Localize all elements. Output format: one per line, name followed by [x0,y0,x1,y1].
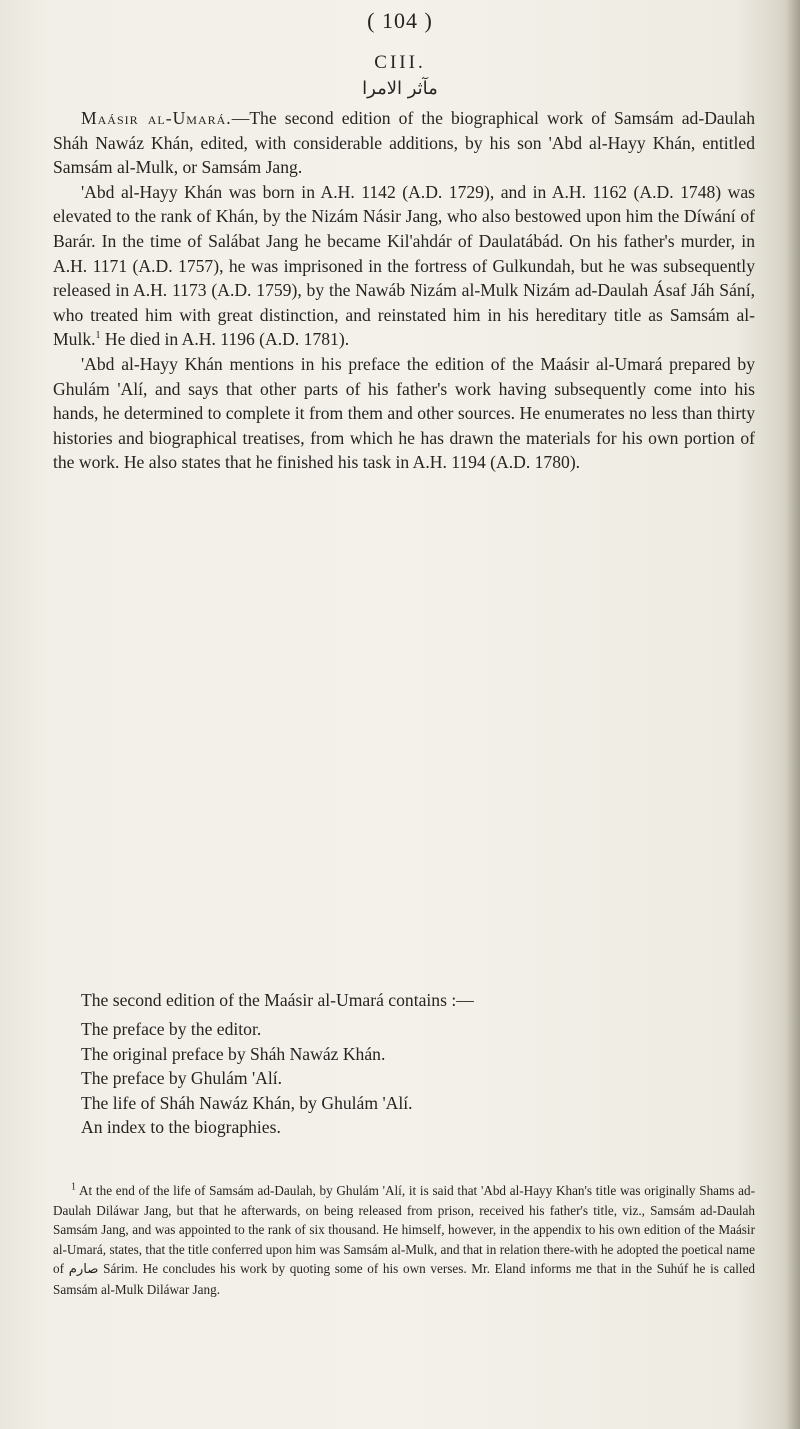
list-item: The original preface by Sháh Nawáz Khán. [81,1043,386,1064]
contents-intro [53,988,755,1013]
list-item: The preface by Ghulám 'Alí. [81,1068,283,1089]
list-item: The life of Sháh Nawáz Khán, by Ghulám 'Alí. [81,1092,413,1113]
footnote-text: At the end of the life of Samsám ad-Daulah, by Ghulám 'Alí, it is said that 'Abd al-Hayy Khan's title was originally Shams ad-Daulah Diláwar Jang, but that he afterwards, on being released from prison, received his father's title, viz., Samsám ad-Daulah Samsám Jang, and was appointed to the rank of six thousand. He himself, however, in the appendix to his own edition of the Maásir al-Umará, states, that the title conferred upon him was Samsám al-Mulk, and that in relation there-with he adopted the poetical name of [53,1183,755,1277]
footnote-arabic-word: صارم [68,1262,99,1278]
entry-title: Maásir al-Umará. [81,108,232,128]
section-number: CIII. [374,52,426,73]
contents-list [81,1017,741,1140]
page-edge-shadow [786,0,800,1429]
footnote-text-tail: Sárim. He concludes his work by quoting some of his own verses. Mr. Eland informs me that in the Suhúf he is called Samsám al-Mulk Diláwar Jang. [53,1261,756,1297]
main-text [53,106,755,475]
page-number: ( 104 ) [367,8,433,33]
footnote-reference[interactable]: 1 [95,330,101,342]
list-item: An index to the biographies. [81,1117,281,1138]
paragraph-2 [53,180,755,352]
footnote-mark: 1 [71,1181,76,1193]
list-item: The preface by the editor. [81,1019,262,1039]
paragraph-2-text: 'Abd al-Hayy Khán was born in A.H. 1142 (A.D. 1729), and in A.H. 1162 (A.D. 1748) was elevated to the rank of Khán, by the Nizám Násir Jang, who also bestowed upon him the Díwání of Barár. In the time of Salábat Jang he became Kil'ahdár of Daulatábád. On his father's murder, in A.H. 1171 (A.D. 1757), he was imprisoned in the fortress of Gulkundah, but he was subsequently released in A.H. 1173 (A.D. 1759), by the Nawáb Nizám al-Mulk Nizám ad-Daulah Ásaf Jáh Sání, who treated him with great distinction, and reinstated him in his hereditary title as Samsám al-Mulk. [53,181,755,350]
paragraph-4: The second edition of the Maásir al-Umará contains :— [81,990,474,1010]
paragraph-3 [53,352,755,475]
paragraph-1 [53,106,755,180]
arabic-title: مآثر الامرا [362,78,438,99]
paragraph-3-text: 'Abd al-Hayy Khán mentions in his preface the edition of the Maásir al-Umará prepared by Ghulám 'Alí, and says that other parts of his father's work having subsequently come into his hands, he determined to complete it from them and other sources. He enumerates no less than thirty histories and biographical treatises, from which he has drawn the materials for his own portion of the work. He also states that he finished his task in A.H. 1194 (A.D. 1780). [53,353,755,473]
paragraph-2-tail: He died in A.H. 1196 (A.D. 1781). [100,329,350,350]
footnote [53,1181,755,1300]
paragraph-1-text: —The second edition of the biographical work of Samsám ad-Daulah Sháh Nawáz Khán, edited, with considerable additions, by his son 'Abd al-Hayy Khán, entitled Samsám al-Mulk, or Samsám Jang. [53,108,756,178]
